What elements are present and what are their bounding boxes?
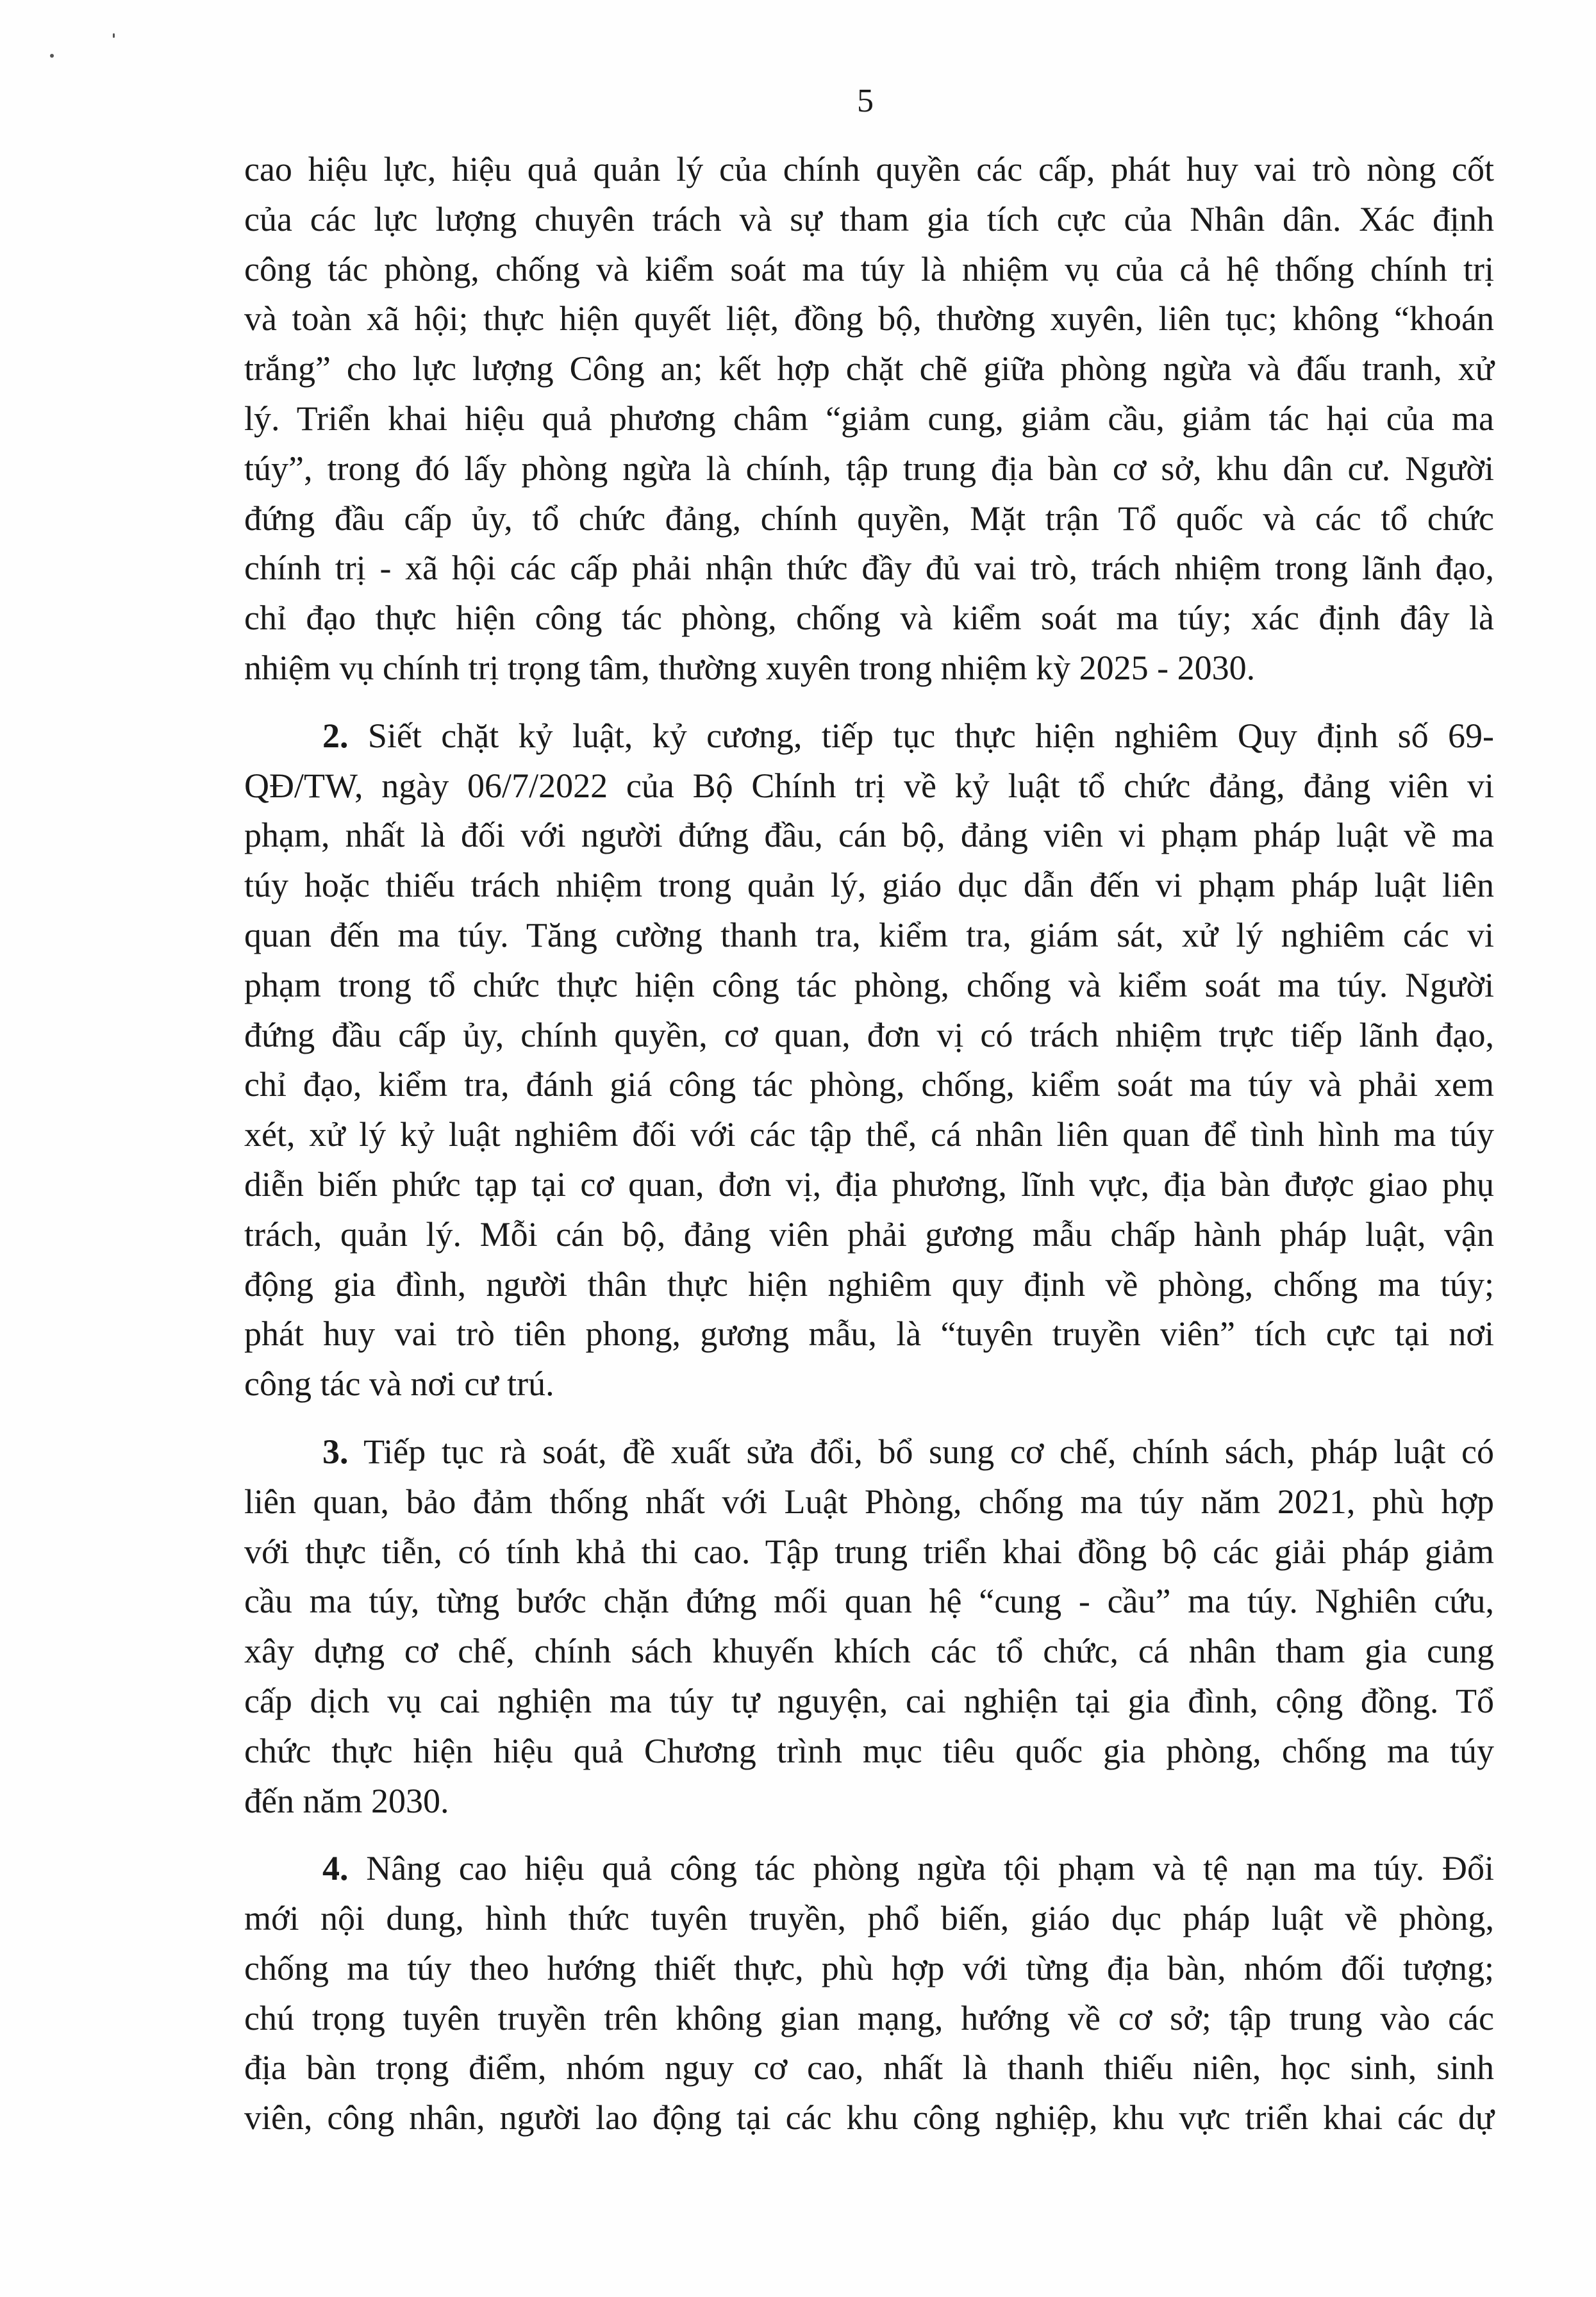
text-line: địa bàn trọng điểm, nhóm nguy cơ cao, nhất là thanh thiếu niên, học sinh, sinh bbox=[244, 2048, 1494, 2087]
text-line: phạm, nhất là đối với người đứng đầu, cán bộ, đảng viên vi phạm pháp luật về ma bbox=[244, 816, 1494, 855]
paragraph-2 bbox=[244, 711, 1494, 1409]
text-line: công tác và nơi cư trú. bbox=[244, 1364, 554, 1404]
text-line: liên quan, bảo đảm thống nhất với Luật Phòng, chống ma túy năm 2021, phù hợp bbox=[244, 1482, 1494, 1521]
text-fragment: Nâng cao hiệu quả công tác phòng ngừa tội phạm và tệ nạn ma túy. Đổi bbox=[348, 1849, 1494, 1888]
paragraph-number: 2. bbox=[322, 716, 349, 755]
scan-speck bbox=[113, 33, 115, 38]
text-line: cao hiệu lực, hiệu quả quản lý của chính quyền các cấp, phát huy vai trò nòng cốt bbox=[244, 150, 1494, 188]
text-line: phát huy vai trò tiên phong, gương mẫu, là “tuyên truyền viên” tích cực tại nơi bbox=[244, 1314, 1494, 1354]
text-line: diễn biến phức tạp tại cơ quan, đơn vị, địa phương, lĩnh vực, địa bàn được giao phụ bbox=[244, 1165, 1494, 1204]
text-line: chống ma túy theo hướng thiết thực, phù hợp với từng địa bàn, nhóm đối tượng; bbox=[244, 1948, 1494, 1987]
paragraph-4 bbox=[244, 1844, 1494, 2143]
text-line: túy”, trong đó lấy phòng ngừa là chính, tập trung địa bàn cơ sở, khu dân cư. Người bbox=[244, 449, 1494, 488]
text-line: công tác phòng, chống và kiểm soát ma túy là nhiệm vụ của cả hệ thống chính trị bbox=[244, 249, 1494, 288]
paragraph-number: 3. bbox=[322, 1432, 349, 1471]
text-line: đứng đầu cấp ủy, tổ chức đảng, chính quyền, Mặt trận Tổ quốc và các tổ chức bbox=[244, 499, 1494, 538]
text-fragment: Siết chặt kỷ luật, kỷ cương, tiếp tục thực hiện nghiêm Quy định số 69- bbox=[348, 716, 1494, 755]
text-line bbox=[244, 711, 1494, 761]
page-number: 5 bbox=[857, 83, 874, 119]
text-line: cầu ma túy, từng bước chặn đứng mối quan hệ “cung - cầu” ma túy. Nghiên cứu, bbox=[244, 1582, 1494, 1621]
text-line: nhiệm vụ chính trị trọng tâm, thường xuyên trong nhiệm kỳ 2025 - 2030. bbox=[244, 648, 1256, 687]
text-line: trắng” cho lực lượng Công an; kết hợp chặt chẽ giữa phòng ngừa và đấu tranh, xử bbox=[244, 349, 1494, 388]
paragraph-number: 4. bbox=[322, 1849, 349, 1888]
text-line: túy hoặc thiếu trách nhiệm trong quản lý, giáo dục dẫn đến vi phạm pháp luật liên bbox=[244, 866, 1494, 905]
text-line: trách, quản lý. Mỗi cán bộ, đảng viên phải gương mẫu chấp hành pháp luật, vận bbox=[244, 1215, 1494, 1254]
text-line: QĐ/TW, ngày 06/7/2022 của Bộ Chính trị về kỷ luật tổ chức đảng, đảng viên vi bbox=[244, 766, 1494, 805]
text-line: xét, xử lý kỷ luật nghiêm đối với các tập thể, cá nhân liên quan để tình hình ma túy bbox=[244, 1115, 1494, 1154]
text-line: động gia đình, người thân thực hiện nghiêm quy định về phòng, chống ma túy; bbox=[244, 1265, 1494, 1304]
text-fragment: Tiếp tục rà soát, đề xuất sửa đổi, bổ sung cơ chế, chính sách, pháp luật có bbox=[348, 1432, 1494, 1471]
paragraph-3 bbox=[244, 1427, 1494, 1826]
text-line: chỉ đạo thực hiện công tác phòng, chống và kiểm soát ma túy; xác định đây là bbox=[244, 599, 1494, 638]
text-line: với thực tiễn, có tính khả thi cao. Tập trung triển khai đồng bộ các giải pháp giảm bbox=[244, 1532, 1494, 1571]
document-body bbox=[244, 145, 1494, 2143]
text-line: chỉ đạo, kiểm tra, đánh giá công tác phòng, chống, kiểm soát ma túy và phải xem bbox=[244, 1065, 1494, 1104]
text-line: quan đến ma túy. Tăng cường thanh tra, kiểm tra, giám sát, xử lý nghiêm các vi bbox=[244, 915, 1494, 954]
text-line: mới nội dung, hình thức tuyên truyền, phổ biến, giáo dục pháp luật về phòng, bbox=[244, 1899, 1494, 1938]
text-line: của các lực lượng chuyên trách và sự tham gia tích cực của Nhân dân. Xác định bbox=[244, 199, 1494, 238]
text-line: lý. Triển khai hiệu quả phương châm “giảm cung, giảm cầu, giảm tác hại của ma bbox=[244, 399, 1494, 438]
text-line: chính trị - xã hội các cấp phải nhận thức đầy đủ vai trò, trách nhiệm trong lãnh đạo, bbox=[244, 549, 1494, 588]
text-line: cấp dịch vụ cai nghiện ma túy tự nguyện, cai nghiện tại gia đình, cộng đồng. Tổ bbox=[244, 1681, 1494, 1720]
text-line: phạm trong tổ chức thực hiện công tác phòng, chống và kiểm soát ma túy. Người bbox=[244, 965, 1494, 1004]
text-line: chức thực hiện hiệu quả Chương trình mục tiêu quốc gia phòng, chống ma túy bbox=[244, 1731, 1494, 1770]
text-line: viên, công nhân, người lao động tại các khu công nghiệp, khu vực triển khai các dự bbox=[244, 2098, 1494, 2137]
text-line: xây dựng cơ chế, chính sách khuyến khích các tổ chức, cá nhân tham gia cung bbox=[244, 1632, 1494, 1671]
text-line: và toàn xã hội; thực hiện quyết liệt, đồng bộ, thường xuyên, liên tục; không “khoán bbox=[244, 299, 1494, 338]
text-line bbox=[244, 1844, 1494, 1894]
text-line: chú trọng tuyên truyền trên không gian mạng, hướng về cơ sở; tập trung vào các bbox=[244, 1998, 1494, 2037]
text-line: đứng đầu cấp ủy, chính quyền, cơ quan, đơn vị có trách nhiệm trực tiếp lãnh đạo, bbox=[244, 1015, 1494, 1054]
paragraph-1 bbox=[244, 145, 1494, 693]
scan-speck bbox=[50, 54, 54, 58]
text-line: đến năm 2030. bbox=[244, 1781, 449, 1820]
text-line bbox=[244, 1427, 1494, 1477]
